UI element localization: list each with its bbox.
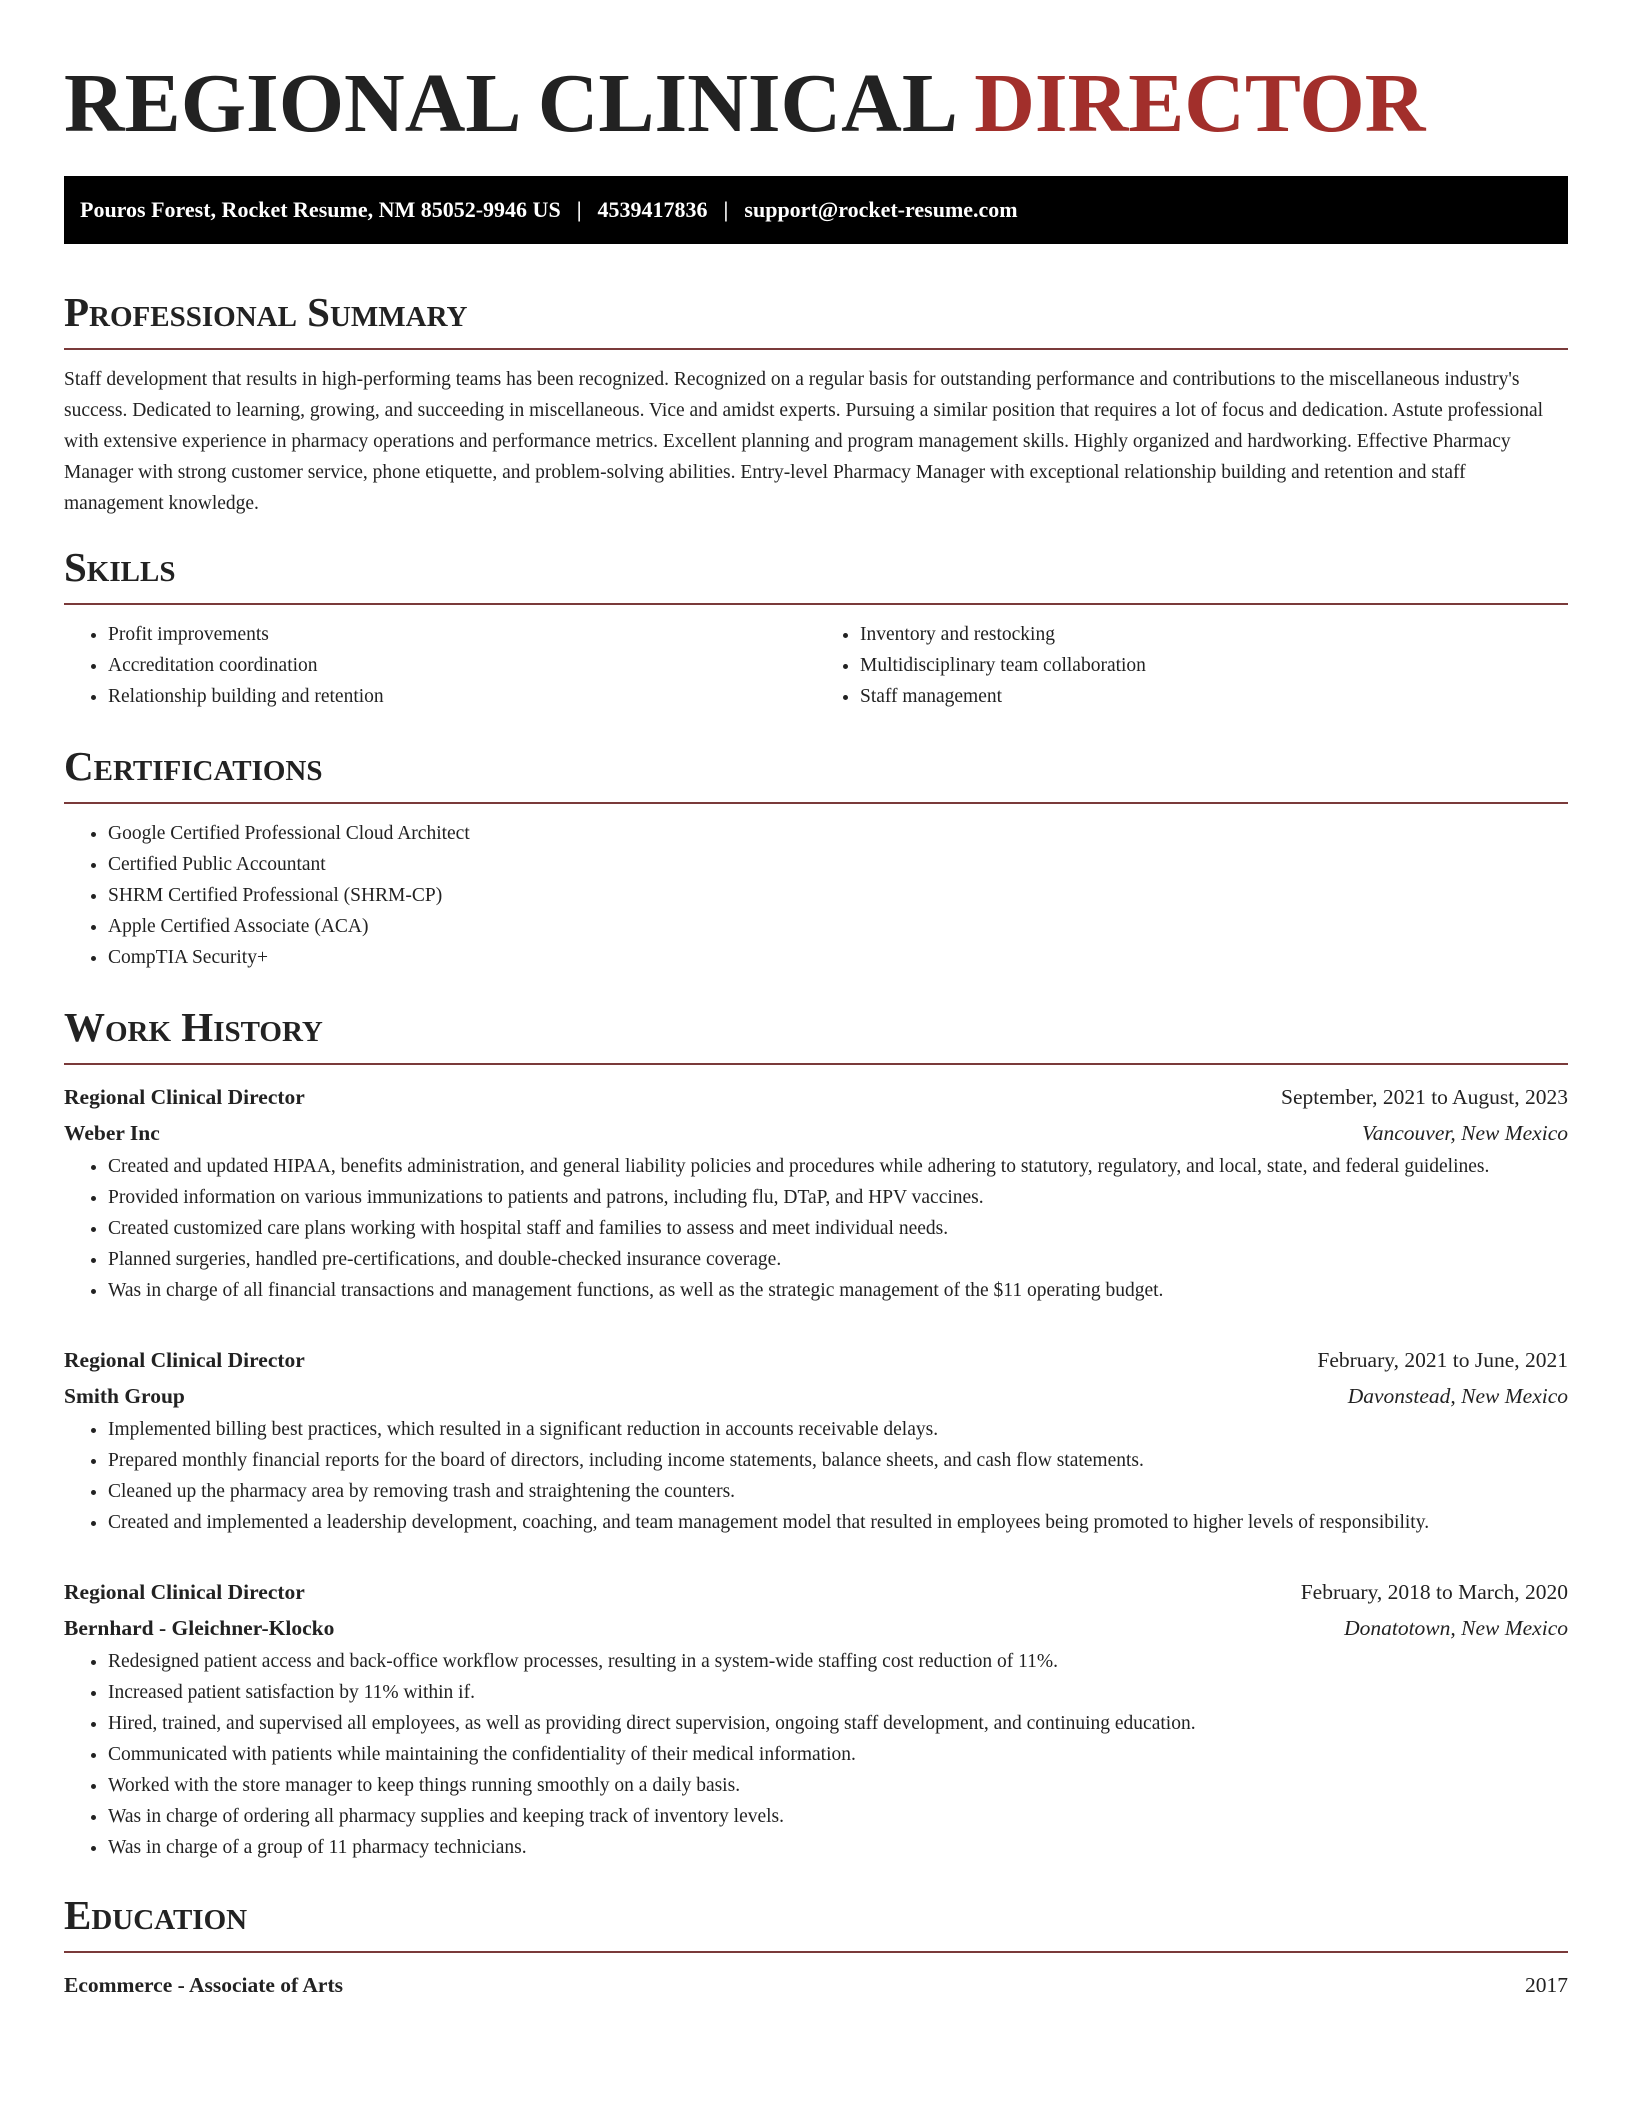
job-bullet: • Implemented billing best practices, which resulted in a significant reduction in accounts receivable delays. bbox=[108, 1414, 1568, 1445]
job-organization: Smith Group bbox=[64, 1384, 185, 1408]
skill-item: • Profit improvements bbox=[108, 619, 816, 650]
job-organization: Bernhard - Gleichner-Klocko bbox=[64, 1616, 335, 1640]
section-divider bbox=[64, 802, 1568, 804]
job-bullet: • Prepared monthly financial reports for the board of directors, including income statements, balance sheets, and cash flow statements. bbox=[108, 1445, 1568, 1476]
job-dates: February, 2018 to March, 2020 bbox=[1300, 1580, 1568, 1604]
job-dates: September, 2021 to August, 2023 bbox=[1281, 1085, 1568, 1109]
certification-item: • CompTIA Security+ bbox=[108, 942, 1568, 973]
job-location: Davonstead, New Mexico bbox=[1347, 1384, 1568, 1408]
certification-item: • SHRM Certified Professional (SHRM-CP) bbox=[108, 880, 1568, 911]
job-entry bbox=[64, 1079, 1568, 1306]
job-entry bbox=[64, 1342, 1568, 1538]
job-header-row bbox=[64, 1342, 1568, 1378]
certification-item: • Certified Public Accountant bbox=[108, 849, 1568, 880]
job-organization: Weber Inc bbox=[64, 1121, 160, 1145]
job-bullet: • Was in charge of all financial transactions and management functions, as well as the strategic management of the $11 operating budget. bbox=[108, 1275, 1568, 1306]
section-heading: Professional Summary bbox=[64, 289, 468, 335]
job-bullets bbox=[64, 1151, 1568, 1306]
contact-email[interactable]: support@rocket-resume.com bbox=[744, 197, 1018, 222]
section-professional-summary bbox=[64, 286, 1568, 519]
section-divider bbox=[64, 348, 1568, 350]
resume-title bbox=[64, 0, 1568, 152]
contact-bar bbox=[64, 176, 1568, 244]
section-divider bbox=[64, 603, 1568, 605]
job-bullet: • Hired, trained, and supervised all employees, as well as providing direct supervision, ongoing staff development, and continuing education. bbox=[108, 1708, 1568, 1739]
job-role: Regional Clinical Director bbox=[64, 1580, 305, 1604]
skills-list-left bbox=[64, 619, 816, 712]
section-divider bbox=[64, 1951, 1568, 1953]
job-bullet: • Created customized care plans working with hospital staff and families to assess and meet individual needs. bbox=[108, 1213, 1568, 1244]
contact-address: Pouros Forest, Rocket Resume, NM 85052-9946 US bbox=[80, 197, 561, 222]
skill-item: • Accreditation coordination bbox=[108, 650, 816, 681]
education-year: 2017 bbox=[1525, 1973, 1568, 1997]
job-bullet: • Created and updated HIPAA, benefits administration, and general liability policies and procedures while adhering to statutory, regulatory, and local, state, and federal guidelines. bbox=[108, 1151, 1568, 1182]
job-bullet: • Provided information on various immunizations to patients and patrons, including flu, DTaP, and HPV vaccines. bbox=[108, 1182, 1568, 1213]
job-dates: February, 2021 to June, 2021 bbox=[1317, 1348, 1568, 1372]
certification-item: • Apple Certified Associate (ACA) bbox=[108, 911, 1568, 942]
certifications-list bbox=[64, 818, 1568, 973]
education-degree: Ecommerce - Associate of Arts bbox=[64, 1973, 344, 1997]
job-header-row bbox=[64, 1079, 1568, 1115]
job-org-row bbox=[64, 1115, 1568, 1151]
contact-separator: | bbox=[576, 197, 582, 222]
job-bullet: • Worked with the store manager to keep things running smoothly on a daily basis. bbox=[108, 1770, 1568, 1801]
job-org-row bbox=[64, 1610, 1568, 1646]
certification-item: • Google Certified Professional Cloud Architect bbox=[108, 818, 1568, 849]
job-org-row bbox=[64, 1378, 1568, 1414]
job-header-row bbox=[64, 1574, 1568, 1610]
job-bullet: • Was in charge of a group of 11 pharmacy technicians. bbox=[108, 1832, 1568, 1863]
job-bullet: • Increased patient satisfaction by 11% within if. bbox=[108, 1677, 1568, 1708]
section-certifications bbox=[64, 740, 1568, 973]
section-divider bbox=[64, 1063, 1568, 1065]
title-part-2: DIRECTOR bbox=[974, 57, 1426, 150]
contact-separator: | bbox=[723, 197, 729, 222]
skill-item: • Multidisciplinary team collaboration bbox=[860, 650, 1568, 681]
summary-text: Staff development that results in high-performing teams has been recognized. Recognized on a regular basis for outstanding performance and contributions to the miscellaneous industry's success. Dedicated to learning, growing, and succeeding in miscellaneous. Vice and amidst experts. Pursuing a similar position that requires a lot of focus and dedication. Astute professional with extensive experience in pharmacy operations and performance metrics. Excellent planning and program management skills. Highly organized and hardworking. Effective Pharmacy Manager with strong customer service, phone etiquette, and problem-solving abilities. Entry-level Pharmacy Manager with exceptional relationship building and retention and staff management knowledge. bbox=[64, 369, 1544, 514]
job-role: Regional Clinical Director bbox=[64, 1348, 305, 1372]
title-part-1: REGIONAL CLINICAL bbox=[64, 57, 954, 150]
job-role: Regional Clinical Director bbox=[64, 1085, 305, 1109]
section-heading: Work History bbox=[64, 1004, 323, 1050]
job-entry bbox=[64, 1574, 1568, 1863]
skill-item: • Staff management bbox=[860, 681, 1568, 712]
skills-list-right bbox=[816, 619, 1568, 712]
skill-item: • Inventory and restocking bbox=[860, 619, 1568, 650]
job-bullet: • Planned surgeries, handled pre-certifications, and double-checked insurance coverage. bbox=[108, 1244, 1568, 1275]
section-heading: Certifications bbox=[64, 743, 323, 789]
job-bullets bbox=[64, 1414, 1568, 1538]
job-bullet: • Communicated with patients while maintaining the confidentiality of their medical information. bbox=[108, 1739, 1568, 1770]
education-row bbox=[64, 1967, 1568, 2003]
job-location: Donatotown, New Mexico bbox=[1344, 1616, 1568, 1640]
section-heading: Skills bbox=[64, 544, 176, 590]
section-skills bbox=[64, 541, 1568, 712]
section-education bbox=[64, 1889, 1568, 2003]
job-bullets bbox=[64, 1646, 1568, 1863]
section-work-history bbox=[64, 1001, 1568, 1863]
skills-grid bbox=[64, 619, 1568, 712]
job-bullet: • Was in charge of ordering all pharmacy supplies and keeping track of inventory levels. bbox=[108, 1801, 1568, 1832]
section-heading: Education bbox=[64, 1892, 248, 1938]
contact-phone[interactable]: 4539417836 bbox=[597, 197, 708, 222]
job-location: Vancouver, New Mexico bbox=[1362, 1121, 1568, 1145]
skill-item: • Relationship building and retention bbox=[108, 681, 816, 712]
job-bullet: • Redesigned patient access and back-office workflow processes, resulting in a system-wide staffing cost reduction of 11%. bbox=[108, 1646, 1568, 1677]
job-bullet: • Created and implemented a leadership development, coaching, and team management model that resulted in employees being promoted to higher levels of responsibility. bbox=[108, 1507, 1568, 1538]
job-bullet: • Cleaned up the pharmacy area by removing trash and straightening the counters. bbox=[108, 1476, 1568, 1507]
